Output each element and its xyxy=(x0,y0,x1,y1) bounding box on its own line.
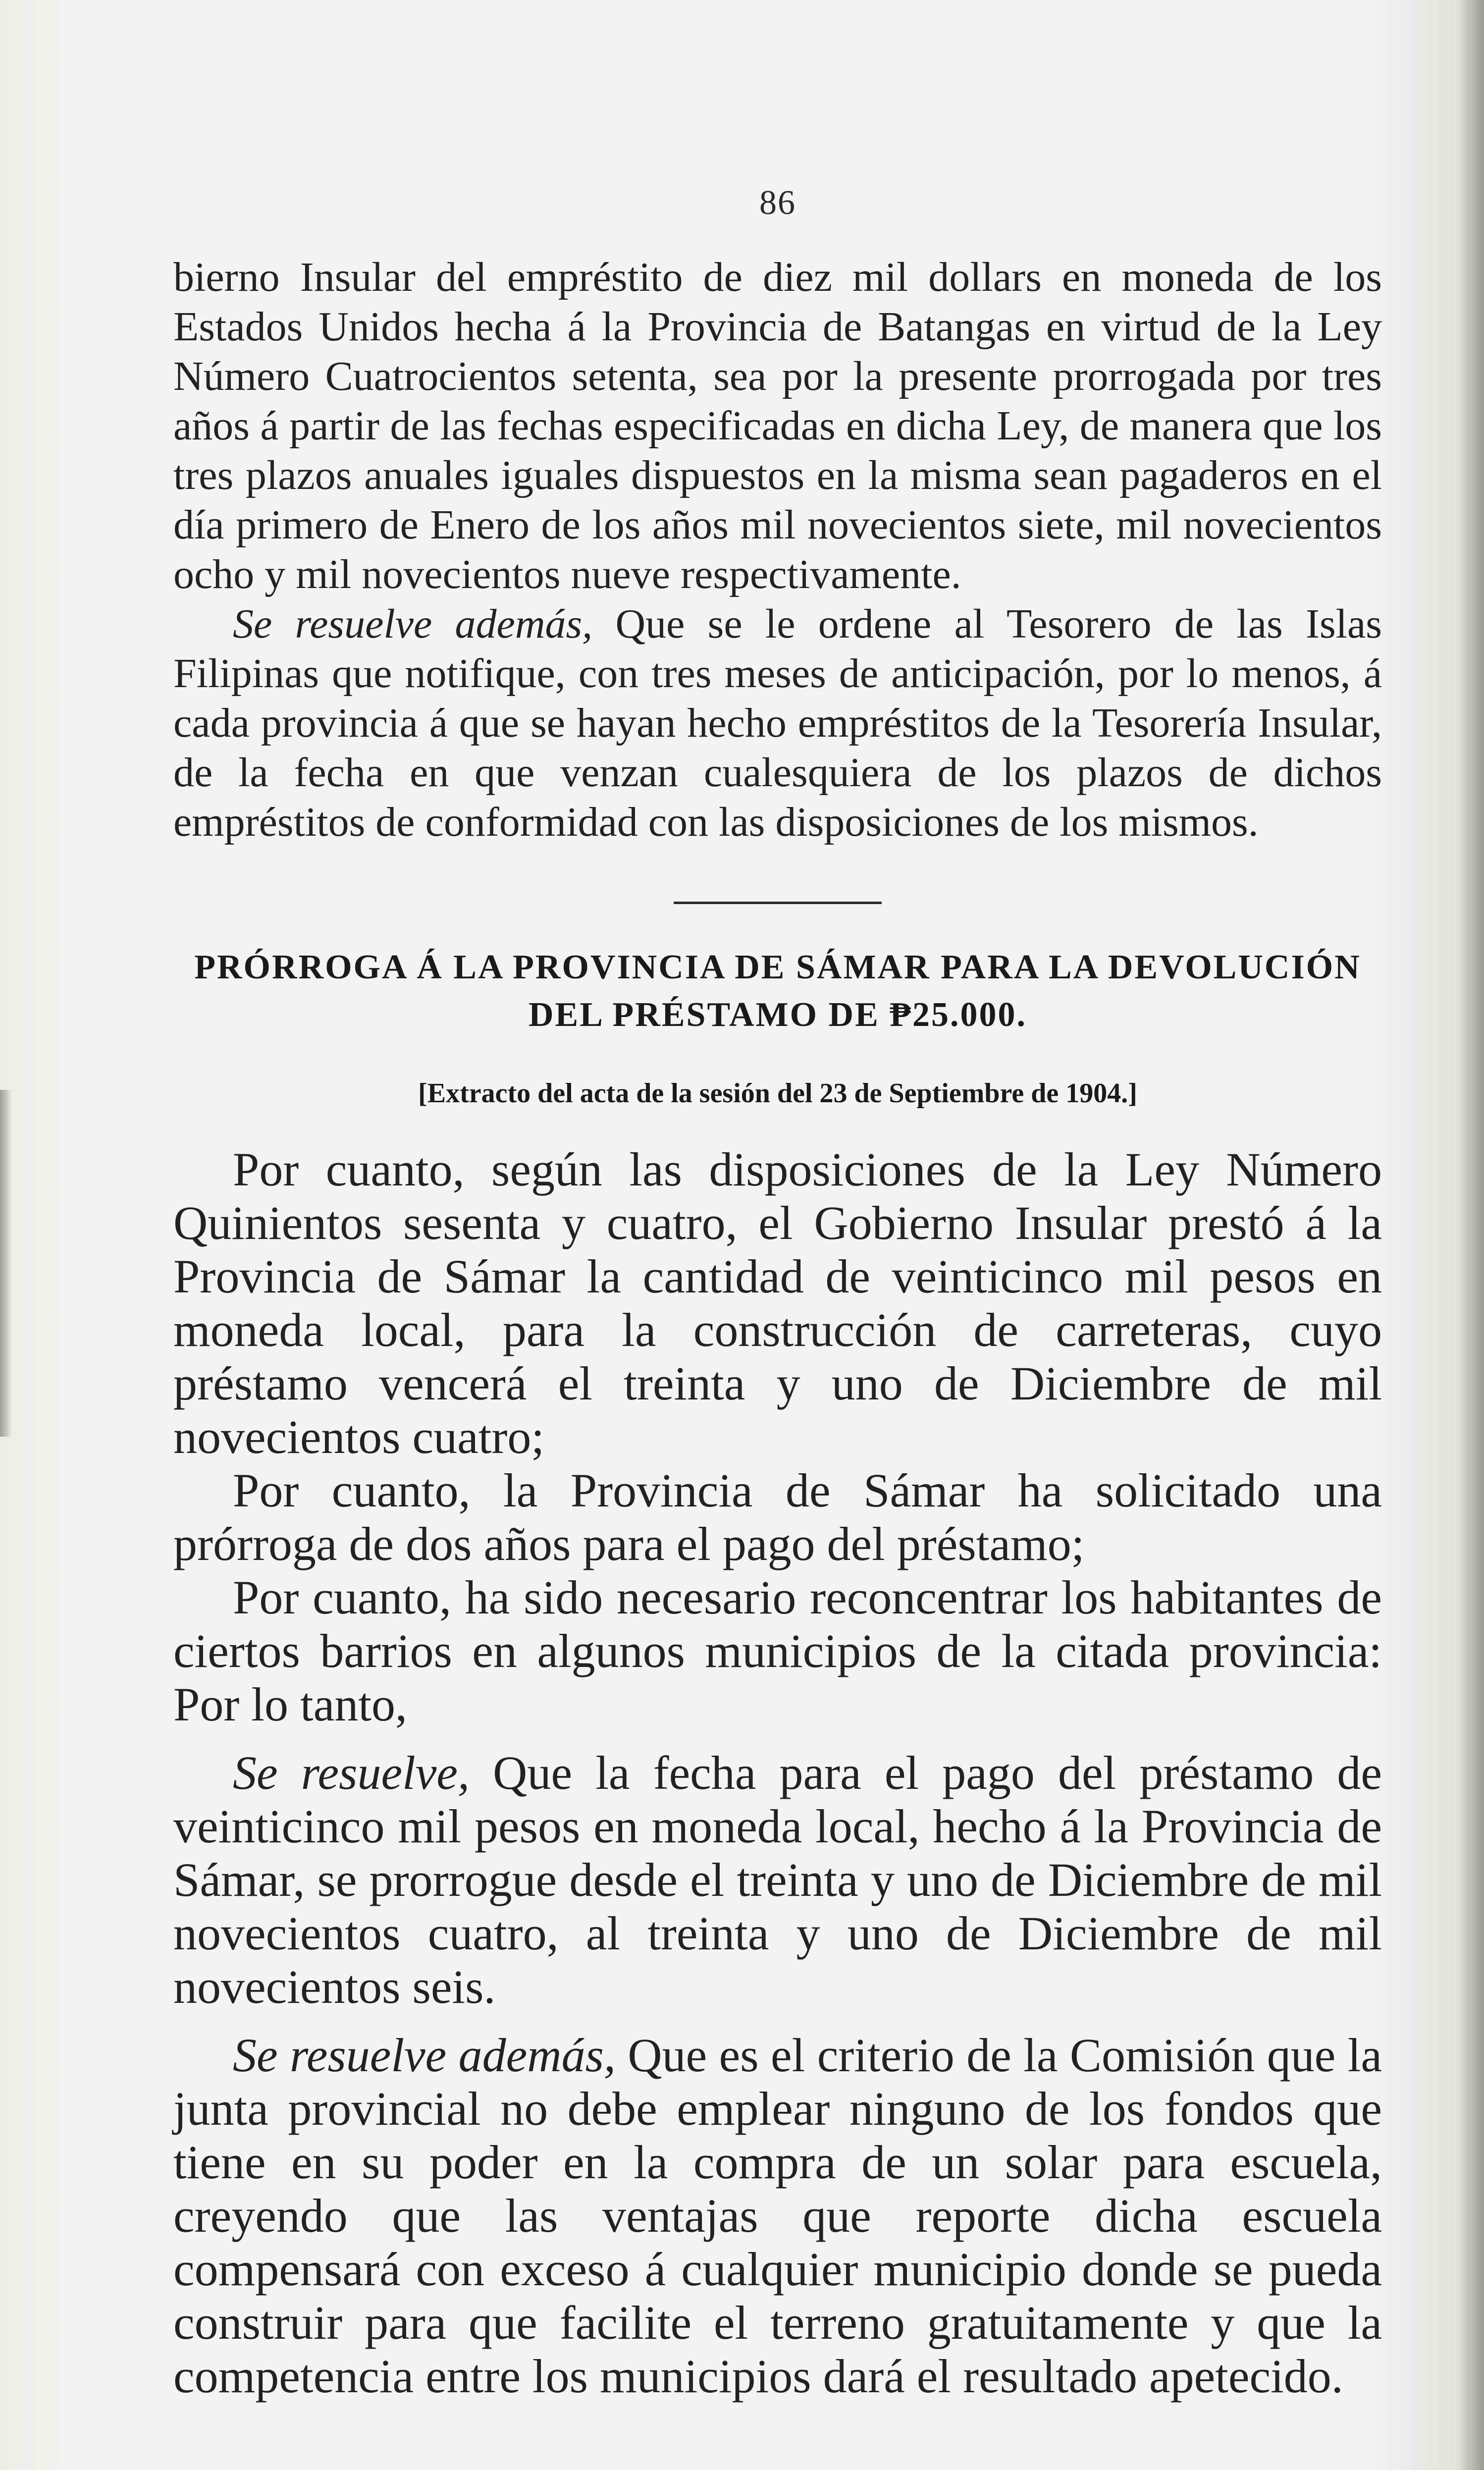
section-heading-line1: PRÓRROGA Á LA PROVINCIA DE SÁMAR PARA LA DEVOLUCIÓN xyxy=(194,948,1361,986)
resolution-text: Que es el criterio de la Comisión que la junta provincial no debe emplear ninguno de los fondos que tiene en su poder en la compra de un solar para escuela, creyendo que las ventajas que reporte dicha escuela compensará con exceso á cualquier municipio donde se pueda construir para que facilite el terreno gratuitamente y que la competencia entre los municipios dará el resultado apetecido. xyxy=(173,2029,1382,2403)
paragraph-por-cuanto-1: Por cuanto, según las disposiciones de la Ley Número Quinientos sesenta y cuatro, el Gobierno Insular prestó á la Provincia de Sámar la cantidad de veinticinco mil pesos en moneda local, para la construcción de carreteras, cuyo préstamo vencerá el treinta y uno de Diciembre de mil novecientos cuatro; xyxy=(173,1143,1382,1463)
paragraph-se-resuelve-ademas-2 xyxy=(173,2029,1382,2403)
section2-body xyxy=(173,1143,1382,2403)
paragraph-gap xyxy=(173,2014,1382,2029)
paragraph-continuation: bierno Insular del empréstito de diez mil dollars en moneda de los Estados Unidos hecha á la Provincia de Batangas en virtud de la Ley Número Cuatrocientos setenta, sea por la presente prorrogada por tres años á partir de las fechas especificadas en dicha Ley, de manera que los tres plazos anuales iguales dispuestos en la misma sean pagaderos en el día primero de Enero de los años mil novecientos siete, mil novecientos ocho y mil novecientos nueve respectivamente. xyxy=(173,254,1382,597)
paragraph-gap xyxy=(173,1731,1382,1746)
paragraph-resolution-ademas-1 xyxy=(173,599,1382,847)
resolution-lead: Se resuelve además, xyxy=(233,601,593,647)
resolution-text: Que se le ordene al Tesorero de las Islas Filipinas que notifique, con tres meses de anticipación, por lo menos, á cada provincia á que se hayan hecho empréstitos de la Tesorería Insular, de la fecha en que venzan cualesquiera de los plazos de dichos empréstitos de conformidad con las disposiciones de los mismos. xyxy=(173,601,1382,845)
section-heading-line2: DEL PRÉSTAMO DE ₱25.000. xyxy=(528,996,1027,1034)
paragraph-se-resuelve xyxy=(173,1746,1382,2014)
page-content xyxy=(173,183,1382,2403)
resolution-text: Que la fecha para el pago del préstamo de veinticinco mil pesos en moneda local, hecho á la Provincia de Sámar, se prorrogue desde el treinta y uno de Diciembre de mil novecientos cuatro, al treinta y uno de Diciembre de mil novecientos seis. xyxy=(173,1746,1382,2013)
paragraph-por-cuanto-2: Por cuanto, la Provincia de Sámar ha solicitado una prórroga de dos años para el pago del préstamo; xyxy=(173,1464,1382,1570)
resolution-lead: Se resuelve, xyxy=(233,1746,470,1799)
paragraph-por-cuanto-3: Por cuanto, ha sido necesario reconcentrar los habitantes de ciertos barrios en algunos municipios de la citada provincia: Por lo tanto, xyxy=(173,1571,1382,1731)
resolution-lead: Se resuelve además, xyxy=(233,2029,616,2082)
page-left-shadow xyxy=(0,1090,12,1437)
page-edge-shadow xyxy=(1461,0,1484,2470)
page-number: 86 xyxy=(759,184,796,222)
section-divider xyxy=(674,902,882,904)
session-extract-note: [Extracto del acta de la sesión del 23 de Septiembre de 1904.] xyxy=(418,1078,1137,1109)
